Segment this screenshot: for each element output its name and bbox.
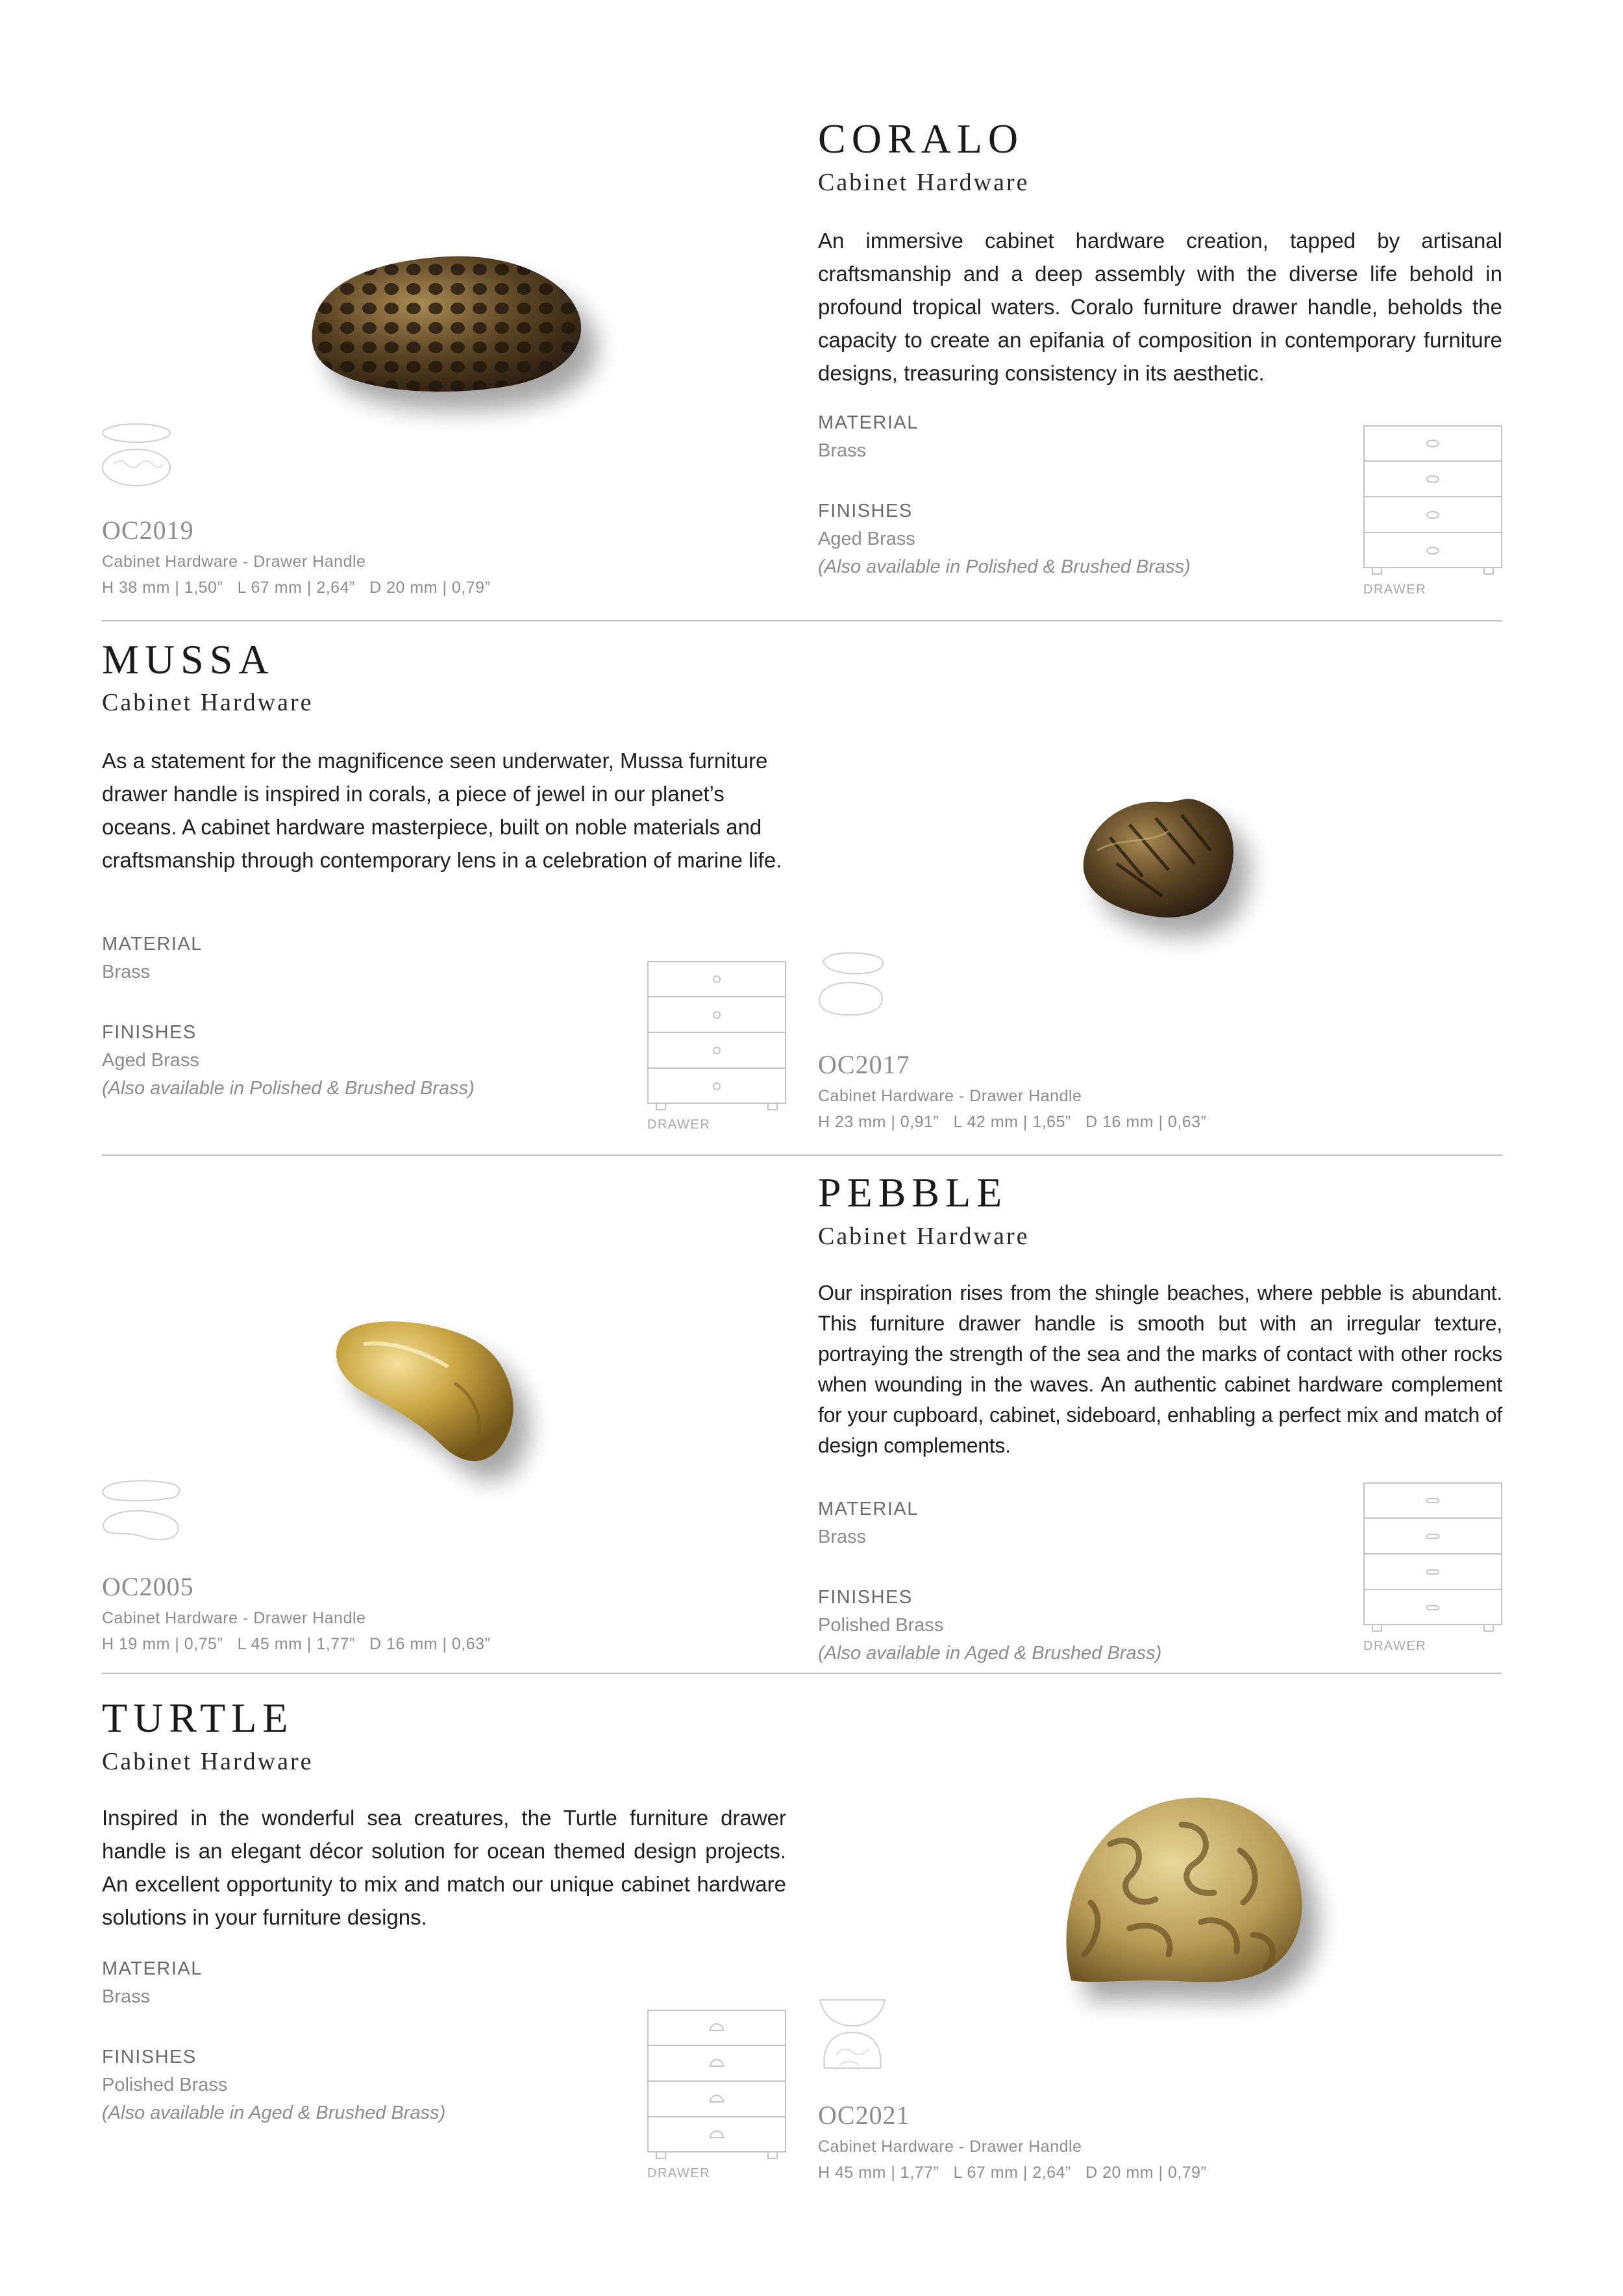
divider — [102, 1154, 1502, 1156]
pebble-dimensions: H 19 mm | 0,75” L 45 mm | 1,77” D 16 mm | 0,63” — [102, 1635, 491, 1653]
turtle-finishes-label: FINISHES — [102, 2047, 197, 2067]
mussa-drawer-icon — [647, 961, 787, 1114]
coralo-finishes-label: FINISHES — [818, 501, 913, 521]
mussa-finish-note: (Also available in Polished & Brushed Brass) — [102, 1078, 475, 1099]
mussa-material: Brass — [102, 962, 151, 982]
coralo-material-label: MATERIAL — [818, 412, 919, 433]
turtle-material: Brass — [102, 1986, 151, 2007]
pebble-material: Brass — [818, 1527, 867, 1547]
mussa-finishes-label: FINISHES — [102, 1022, 197, 1043]
coralo-drawer-label: DRAWER — [1363, 582, 1427, 597]
turtle-drawer-icon — [647, 2010, 787, 2162]
pebble-material-label: MATERIAL — [818, 1499, 919, 1519]
pebble-title: PEBBLE — [818, 1169, 1008, 1216]
mussa-code: OC2017 — [818, 1050, 910, 1079]
mussa-finish: Aged Brass — [102, 1050, 199, 1071]
divider — [102, 1673, 1502, 1674]
coralo-subtitle: Cabinet Hardware — [818, 169, 1030, 196]
coralo-drawer-icon — [1363, 425, 1504, 578]
pebble-category: Cabinet Hardware - Drawer Handle — [102, 1609, 366, 1627]
pebble-drawer-icon — [1363, 1482, 1504, 1635]
mussa-handle-image — [1071, 786, 1285, 967]
pebble-handle-image — [325, 1305, 558, 1500]
turtle-handle-image — [1052, 1786, 1324, 2000]
turtle-finish-note: (Also available in Aged & Brushed Brass) — [102, 2103, 446, 2123]
pebble-code: OC2005 — [102, 1572, 194, 1601]
pebble-finishes-label: FINISHES — [818, 1587, 913, 1608]
pebble-sketch-icon — [101, 1477, 185, 1549]
coralo-handle-image — [292, 240, 630, 435]
pebble-subtitle: Cabinet Hardware — [818, 1223, 1030, 1250]
pebble-drawer-label: DRAWER — [1363, 1639, 1427, 1653]
pebble-description: Our inspiration rises from the shingle beaches, where pebble is abundant. This furniture drawer handle is smooth but with an irregular texture, portraying the strength of the sea and the marks of contact with other rocks when wounding in the waves. An authentic cabinet hardware complement for your cupboard, cabinet, sideboard, enhabling a perfect mix and match of design complements. — [818, 1281, 1502, 1457]
pebble-finish-note: (Also available in Aged & Brushed Brass) — [818, 1643, 1162, 1664]
mussa-category: Cabinet Hardware - Drawer Handle — [818, 1087, 1082, 1105]
coralo-dimensions: H 38 mm | 1,50” L 67 mm | 2,64” D 20 mm | 0,79” — [102, 579, 491, 597]
divider — [102, 620, 1502, 621]
mussa-description: As a statement for the magnificence seen underwater, Mussa furniture drawer handle is inspired in corals, a piece of jewel in our planet’s oceans. A cabinet hardware masterpiece, built on noble materials and craftsmanship through contemporary lens in a celebration of marine life. — [102, 749, 782, 872]
turtle-category: Cabinet Hardware - Drawer Handle — [818, 2138, 1082, 2156]
turtle-title: TURTLE — [102, 1695, 294, 1741]
turtle-description: Inspired in the wonderful sea creatures, the Turtle furniture drawer handle is an elegant décor solution for ocean themed design projects. An excellent opportunity to mix and match our unique cabinet hardware solutions in your furniture designs. — [102, 1806, 786, 1929]
coralo-description: An immersive cabinet hardware creation, tapped by artisanal craftsmanship and a deep assembly with the diverse life behold in profound tropical waters. Coralo furniture drawer handle, beholds the capacity to create an epifania of composition in contemporary furniture designs, treasuring consistency in its aesthetic. — [818, 229, 1502, 385]
coralo-sketch-icon — [101, 419, 172, 490]
mussa-subtitle: Cabinet Hardware — [102, 689, 314, 716]
turtle-dimensions: H 45 mm | 1,77” L 67 mm | 2,64” D 20 mm | 0,79” — [818, 2164, 1207, 2182]
coralo-finish: Aged Brass — [818, 529, 915, 549]
mussa-sketch-icon — [817, 948, 888, 1019]
turtle-subtitle: Cabinet Hardware — [102, 1748, 314, 1775]
mussa-dimensions: H 23 mm | 0,91” L 42 mm | 1,65” D 16 mm | 0,63” — [818, 1113, 1207, 1131]
turtle-sketch-icon — [817, 1990, 888, 2075]
mussa-title: MUSSA — [102, 636, 275, 682]
turtle-drawer-label: DRAWER — [647, 2166, 711, 2180]
turtle-code: OC2021 — [818, 2101, 910, 2130]
coralo-finish-note: (Also available in Polished & Brushed Brass) — [818, 556, 1191, 577]
mussa-material-label: MATERIAL — [102, 934, 203, 955]
pebble-finish: Polished Brass — [818, 1615, 944, 1636]
coralo-material: Brass — [818, 440, 867, 461]
turtle-material-label: MATERIAL — [102, 1958, 203, 1979]
coralo-category: Cabinet Hardware - Drawer Handle — [102, 553, 366, 571]
mussa-drawer-label: DRAWER — [647, 1117, 711, 1132]
coralo-code: OC2019 — [102, 516, 194, 545]
coralo-title: CORALO — [818, 116, 1024, 162]
turtle-finish: Polished Brass — [102, 2075, 228, 2095]
